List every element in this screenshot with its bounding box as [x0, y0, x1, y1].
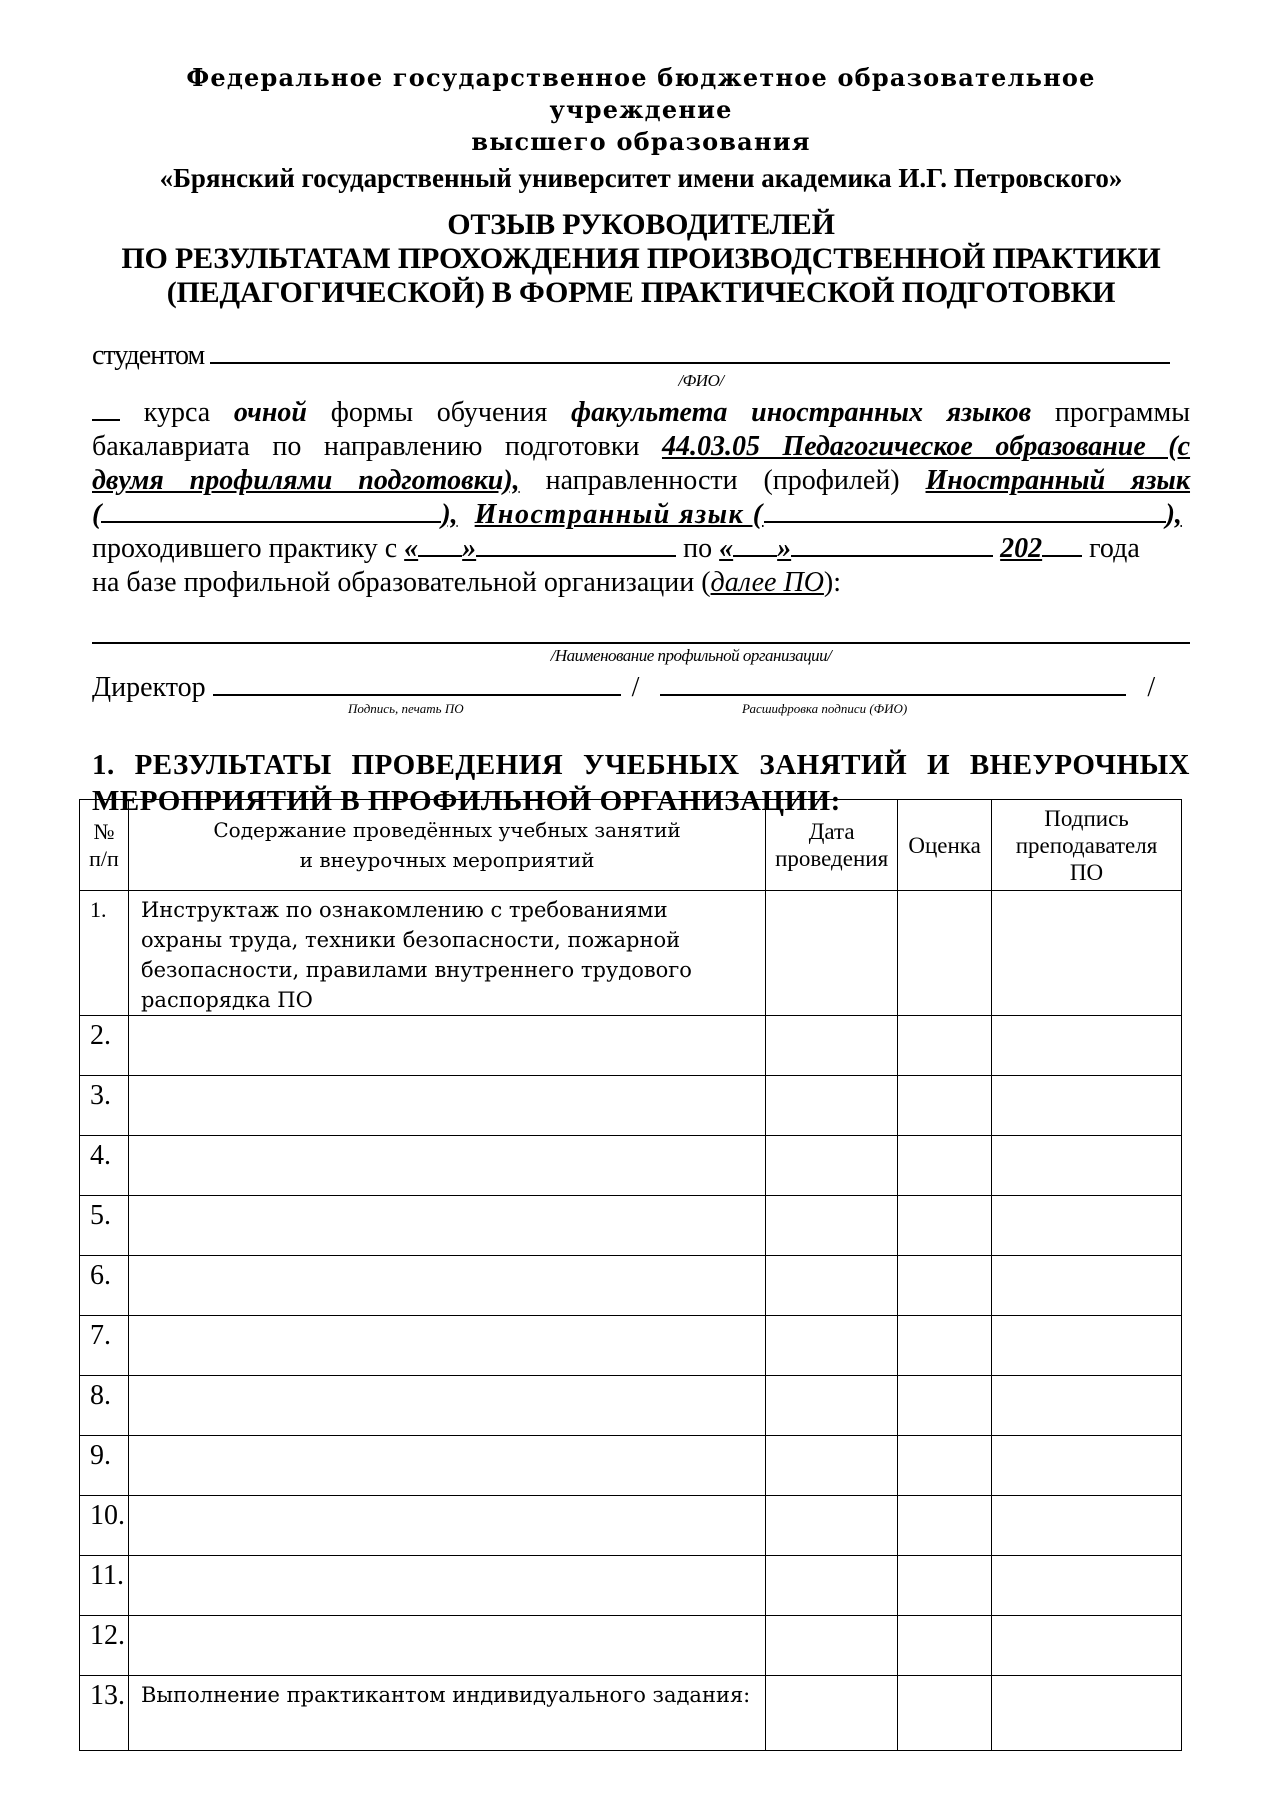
- row-date-cell[interactable]: [766, 1496, 898, 1556]
- row-number: 5.: [80, 1196, 129, 1256]
- end-day-field[interactable]: [733, 533, 777, 557]
- row-date-cell[interactable]: [766, 891, 898, 1016]
- row-number: 2.: [80, 1016, 129, 1076]
- row-grade-cell[interactable]: [898, 1376, 992, 1436]
- study-form: очной: [233, 397, 307, 428]
- profile-1-language-field[interactable]: [101, 499, 441, 523]
- row-grade-cell[interactable]: [898, 1496, 992, 1556]
- kursa-text: курса: [143, 397, 211, 428]
- year-field[interactable]: [1042, 533, 1082, 557]
- title-line-2: ПО РЕЗУЛЬТАТАМ ПРОХОЖДЕНИЯ ПРОИЗВОДСТВЕННОЙ ПРАКТИКИ: [121, 242, 1161, 275]
- table-row: [80, 1376, 1182, 1436]
- row-content-cell[interactable]: [128, 1436, 765, 1496]
- start-month-field[interactable]: [476, 533, 676, 557]
- row-signature-cell[interactable]: [992, 1136, 1182, 1196]
- row-number: 4.: [80, 1136, 129, 1196]
- university-name: «Брянский государственный университет имени академика И.Г. Петровского»: [159, 163, 1123, 193]
- director-label: Директор: [92, 672, 206, 703]
- row-content-cell[interactable]: [128, 1196, 765, 1256]
- direction-line: [92, 430, 1190, 464]
- row-content-cell[interactable]: [128, 1376, 765, 1436]
- row-number: 6.: [80, 1256, 129, 1316]
- header-date: Дата проведения: [766, 800, 898, 891]
- row-grade-cell[interactable]: [898, 1676, 992, 1751]
- row-content-cell[interactable]: Инструктаж по ознакомлению с требованиями охраны труда, техники безопасности, пожарной безопасности, правилами внутреннего трудового распорядка ПО: [128, 891, 765, 1016]
- row-content-cell[interactable]: [128, 1556, 765, 1616]
- table-row: [80, 1016, 1182, 1076]
- fio-caption: /ФИО/: [678, 371, 724, 390]
- header-number: № п/п: [80, 800, 129, 891]
- row-date-cell[interactable]: [766, 1316, 898, 1376]
- row-signature-cell[interactable]: [992, 1616, 1182, 1676]
- title-line-1: ОТЗЫВ РУКОВОДИТЕЛЕЙ: [447, 208, 835, 241]
- header-grade: Оценка: [898, 800, 992, 891]
- signature-caption: Подпись, печать ПО: [348, 701, 464, 716]
- header-content: Содержание проведённых учебных занятий и внеурочных мероприятий: [128, 800, 765, 891]
- row-date-cell[interactable]: [766, 1076, 898, 1136]
- row-grade-cell[interactable]: [898, 891, 992, 1016]
- title-line-3: (ПЕДАГОГИЧЕСКОЙ) В ФОРМЕ ПРАКТИЧЕСКОЙ ПОДГОТОВКИ: [166, 276, 1116, 309]
- row-grade-cell[interactable]: [898, 1556, 992, 1616]
- header-signature: Подпись преподавателя ПО: [992, 800, 1182, 891]
- row-signature-cell[interactable]: [992, 1436, 1182, 1496]
- row-number: 11.: [80, 1556, 129, 1616]
- row-date-cell[interactable]: [766, 1556, 898, 1616]
- row-signature-cell[interactable]: [992, 1316, 1182, 1376]
- row-signature-cell[interactable]: [992, 1376, 1182, 1436]
- row-signature-cell[interactable]: [992, 1676, 1182, 1751]
- section-heading-line-1: 1. РЕЗУЛЬТАТЫ ПРОВЕДЕНИЯ УЧЕБНЫХ ЗАНЯТИЙ И ВНЕУРОЧНЫХ: [92, 749, 1190, 781]
- student-name-field[interactable]: [210, 336, 1170, 364]
- section-heading-line-2: МЕРОПРИЯТИЙ В ПРОФИЛЬНОЙ ОРГАНИЗАЦИИ:: [92, 785, 841, 817]
- institution-type: Федеральное государственное бюджетное образовательное учреждение: [186, 63, 1096, 124]
- row-signature-cell[interactable]: [992, 1556, 1182, 1616]
- end-month-field[interactable]: [791, 533, 993, 557]
- row-signature-cell[interactable]: [992, 1496, 1182, 1556]
- start-day-field[interactable]: [418, 533, 462, 557]
- row-signature-cell[interactable]: [992, 891, 1182, 1016]
- direction-code: 44.03.05 Педагогическое образование (с: [661, 431, 1191, 462]
- row-number: 9.: [80, 1436, 129, 1496]
- director-name-field[interactable]: [660, 668, 1126, 696]
- row-date-cell[interactable]: [766, 1616, 898, 1676]
- row-content-cell[interactable]: [128, 1616, 765, 1676]
- year-prefix: 202: [1000, 533, 1043, 564]
- faculty-name: факультета иностранных языков: [571, 397, 1032, 428]
- table-row: [80, 1136, 1182, 1196]
- profile-line: [92, 464, 1190, 498]
- table-row: [80, 1316, 1182, 1376]
- profile-fields-line: ( ), Иностранный язык ( ),: [92, 499, 1182, 530]
- row-grade-cell[interactable]: [898, 1616, 992, 1676]
- row-signature-cell[interactable]: [992, 1196, 1182, 1256]
- profile-2: Иностранный язык (: [474, 499, 764, 530]
- dalee-po: далее ПО: [710, 567, 824, 598]
- row-signature-cell[interactable]: [992, 1256, 1182, 1316]
- bachelor-text: бакалавриата по направлению подготовки: [92, 431, 640, 462]
- org-caption: /Наименование профильной организации/: [550, 646, 832, 665]
- po-text: по: [683, 533, 713, 564]
- row-date-cell[interactable]: [766, 1436, 898, 1496]
- institution-level: высшего образования: [471, 127, 811, 156]
- org-name-field[interactable]: [92, 626, 1190, 644]
- row-date-cell[interactable]: [766, 1676, 898, 1751]
- row-content-cell[interactable]: [128, 1136, 765, 1196]
- row-number: 3.: [80, 1076, 129, 1136]
- row-date-cell[interactable]: [766, 1196, 898, 1256]
- row-content-cell[interactable]: [128, 1016, 765, 1076]
- practice-from-text: проходившего практику с: [92, 533, 398, 564]
- table-row: [80, 1496, 1182, 1556]
- row-content-cell[interactable]: [128, 1076, 765, 1136]
- org-line: на базе профильной образовательной организации (далее ПО):: [92, 567, 842, 598]
- table-body: [80, 891, 1182, 1751]
- row-date-cell[interactable]: [766, 1136, 898, 1196]
- decode-caption: Расшифровка подписи (ФИО): [742, 701, 908, 716]
- table-row: [80, 1556, 1182, 1616]
- row-grade-cell[interactable]: [898, 1436, 992, 1496]
- table-header-row: [80, 800, 1182, 891]
- course-line: [92, 393, 1190, 430]
- table-row: [80, 1436, 1182, 1496]
- row-signature-cell[interactable]: [992, 1076, 1182, 1136]
- row-number: 13.: [80, 1676, 129, 1751]
- dates-line: проходившего практику с « » по « » 202 года: [92, 533, 1140, 564]
- table-row: [80, 1076, 1182, 1136]
- course-field[interactable]: [92, 393, 120, 421]
- results-table: [79, 799, 1182, 1751]
- row-date-cell[interactable]: [766, 1256, 898, 1316]
- direction-tail: двумя профилями подготовки),: [92, 465, 520, 496]
- student-label: студентом: [92, 340, 205, 371]
- row-signature-cell[interactable]: [992, 1016, 1182, 1076]
- document-page: [92, 62, 1190, 819]
- row-grade-cell[interactable]: [898, 1076, 992, 1136]
- row-number: 1.: [80, 891, 129, 1016]
- profile-1: Иностранный язык: [925, 465, 1191, 496]
- row-grade-cell[interactable]: [898, 1136, 992, 1196]
- row-content-cell[interactable]: Выполнение практикантом индивидуального задания:: [128, 1676, 765, 1751]
- row-number: 10.: [80, 1496, 129, 1556]
- org-text: на базе профильной образовательной организации (: [92, 567, 711, 598]
- row-content-cell[interactable]: [128, 1256, 765, 1316]
- form-text: формы обучения: [330, 397, 548, 428]
- table-row: [80, 1676, 1182, 1751]
- table-row: [80, 1616, 1182, 1676]
- row-grade-cell[interactable]: [898, 1316, 992, 1376]
- profile-2-language-field[interactable]: [764, 499, 1166, 523]
- row-number: 8.: [80, 1376, 129, 1436]
- student-line: [92, 336, 1190, 373]
- row-date-cell[interactable]: [766, 1016, 898, 1076]
- program-text: программы: [1054, 397, 1191, 428]
- table-row: [80, 891, 1182, 1016]
- row-number: 12.: [80, 1616, 129, 1676]
- row-date-cell[interactable]: [766, 1376, 898, 1436]
- row-grade-cell[interactable]: [898, 1196, 992, 1256]
- document-title: [92, 208, 1190, 310]
- goda-text: года: [1089, 533, 1140, 564]
- director-line: Директор / /: [92, 668, 1190, 705]
- table-row: [80, 1256, 1182, 1316]
- row-content-cell[interactable]: [128, 1496, 765, 1556]
- director-captions: [92, 701, 1190, 721]
- row-number: 7.: [80, 1316, 129, 1376]
- row-grade-cell[interactable]: [898, 1256, 992, 1316]
- table-row: [80, 1196, 1182, 1256]
- director-signature-field[interactable]: [213, 668, 621, 696]
- row-grade-cell[interactable]: [898, 1016, 992, 1076]
- profiles-text: направленности (профилей): [545, 465, 900, 496]
- row-content-cell[interactable]: [128, 1316, 765, 1376]
